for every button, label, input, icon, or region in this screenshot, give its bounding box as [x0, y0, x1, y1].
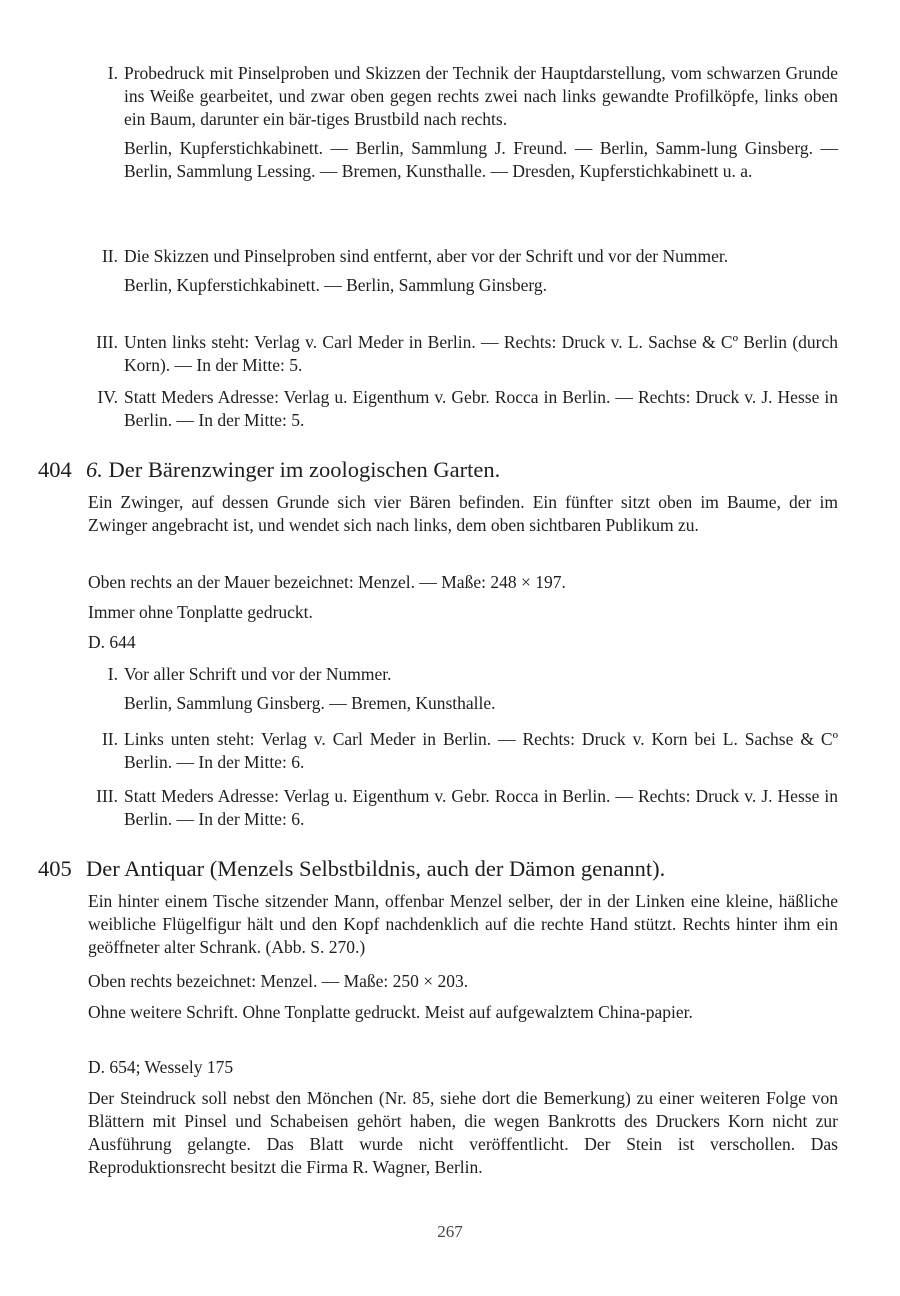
state-numeral: I.: [107, 63, 118, 83]
state-text: Statt Meders Adresse: Verlag u. Eigenthum v. Gebr. Rocca in Berlin. — Rechts: Druck v. J. Hesse in Berlin. — In der Mitte: 6.: [124, 786, 838, 829]
entry-number: 404: [38, 457, 72, 482]
state-numeral: III.: [96, 786, 118, 806]
state-text: Statt Meders Adresse: Verlag u. Eigenthum v. Gebr. Rocca in Berlin. — Rechts: Druck v. J. Hesse in Berlin. — In der Mitte: 5.: [124, 387, 838, 430]
entry-note: Der Steindruck soll nebst den Mönchen (Nr. 85, siehe dort die Bemerkung) zu einer weiteren Folge von Blättern mit Pinsel und Schabeisen gehört haben, die wegen Bankrotts des Druckers Korn nicht zur Ausführung gelangte. Das Blatt wurde nicht veröffentlicht. Der Stein ist verschollen. Das Reproduktionsrecht besitzt die Firma R. Wagner, Berlin.: [88, 1088, 838, 1177]
state-404-1: [107, 663, 838, 715]
state-text: Vor aller Schrift und vor der Nummer.: [124, 664, 392, 684]
state-numeral: II.: [101, 246, 118, 266]
state-403-3: [96, 331, 838, 377]
state-locations: Berlin, Sammlung Ginsberg. — Bremen, Kunsthalle.: [124, 693, 496, 713]
state-text: Links unten steht: Verlag v. Carl Meder in Berlin. — Rechts: Druck v. Korn bei L. Sachse & Cº Berlin. — In der Mitte: 6.: [124, 729, 838, 772]
state-numeral: I.: [107, 664, 118, 684]
state-numeral: III.: [96, 332, 118, 352]
state-403-2: [101, 245, 838, 297]
entry-heading-405: [38, 855, 665, 883]
entry-description: Ein hinter einem Tische sitzender Mann, offenbar Menzel selber, der in der Linken eine kleine, häßliche weibliche Flügelfigur hält und den Kopf nachdenklich auf die rechte Hand stützt. Rechts hinter ihm ein geöffneter alter Schrank. (Abb. S. 270.): [88, 891, 838, 957]
entry-printing: Ohne weitere Schrift. Ohne Tonplatte gedruckt. Meist auf aufgewalztem China-papier.: [88, 1002, 693, 1022]
entry-reference: D. 654; Wessely 175: [88, 1057, 234, 1077]
state-404-3: [96, 785, 838, 831]
entry-heading-404: [38, 456, 500, 484]
entry-signature: Oben rechts bezeichnet: Menzel. — Maße: 250 × 203.: [88, 971, 469, 991]
entry-number: 405: [38, 856, 72, 881]
state-locations: Berlin, Kupferstichkabinett. — Berlin, Sammlung J. Freund. — Berlin, Samm-lung Ginsberg. — Berlin, Sammlung Lessing. — Bremen, Kunsthalle. — Dresden, Kupferstichkabinett u. a.: [124, 138, 838, 181]
entry-description: Ein Zwinger, auf dessen Grunde sich vier Bären befinden. Ein fünfter sitzt oben im Baume, der im Zwinger angebracht ist, und wendet sich nach links, dem oben sichtbaren Publikum zu.: [88, 492, 838, 535]
sequence-number: 6.: [86, 457, 103, 482]
entry-printing: Immer ohne Tonplatte gedruckt.: [88, 602, 313, 622]
state-404-2: [101, 728, 838, 774]
page-number: 267: [437, 1222, 463, 1241]
state-numeral: II.: [101, 729, 118, 749]
state-text: Unten links steht: Verlag v. Carl Meder in Berlin. — Rechts: Druck v. L. Sachse & Cº Berlin (durch Korn). — In der Mitte: 5.: [124, 332, 838, 375]
state-locations: Berlin, Kupferstichkabinett. — Berlin, Sammlung Ginsberg.: [124, 275, 548, 295]
entry-title: Der Antiquar (Menzels Selbstbildnis, auch der Dämon genannt).: [86, 856, 666, 881]
entry-title: Der Bärenzwinger im zoologischen Garten.: [108, 457, 501, 482]
state-text: Die Skizzen und Pinselproben sind entfernt, aber vor der Schrift und vor der Nummer.: [124, 246, 729, 266]
entry-reference: D. 644: [88, 632, 136, 652]
state-403-1: [107, 62, 838, 183]
state-numeral: IV.: [97, 387, 118, 407]
state-text: Probedruck mit Pinselproben und Skizzen der Technik der Hauptdarstellung, vom schwarzen Grunde ins Weiße gearbeitet, und zwar oben gegen rechts zwei nach links gewandte Profilköpfe, links oben ein Baum, darunter ein bär-tiges Brustbild nach rechts.: [124, 63, 838, 129]
state-403-4: [97, 386, 838, 432]
entry-signature: Oben rechts an der Mauer bezeichnet: Menzel. — Maße: 248 × 197.: [88, 572, 566, 592]
